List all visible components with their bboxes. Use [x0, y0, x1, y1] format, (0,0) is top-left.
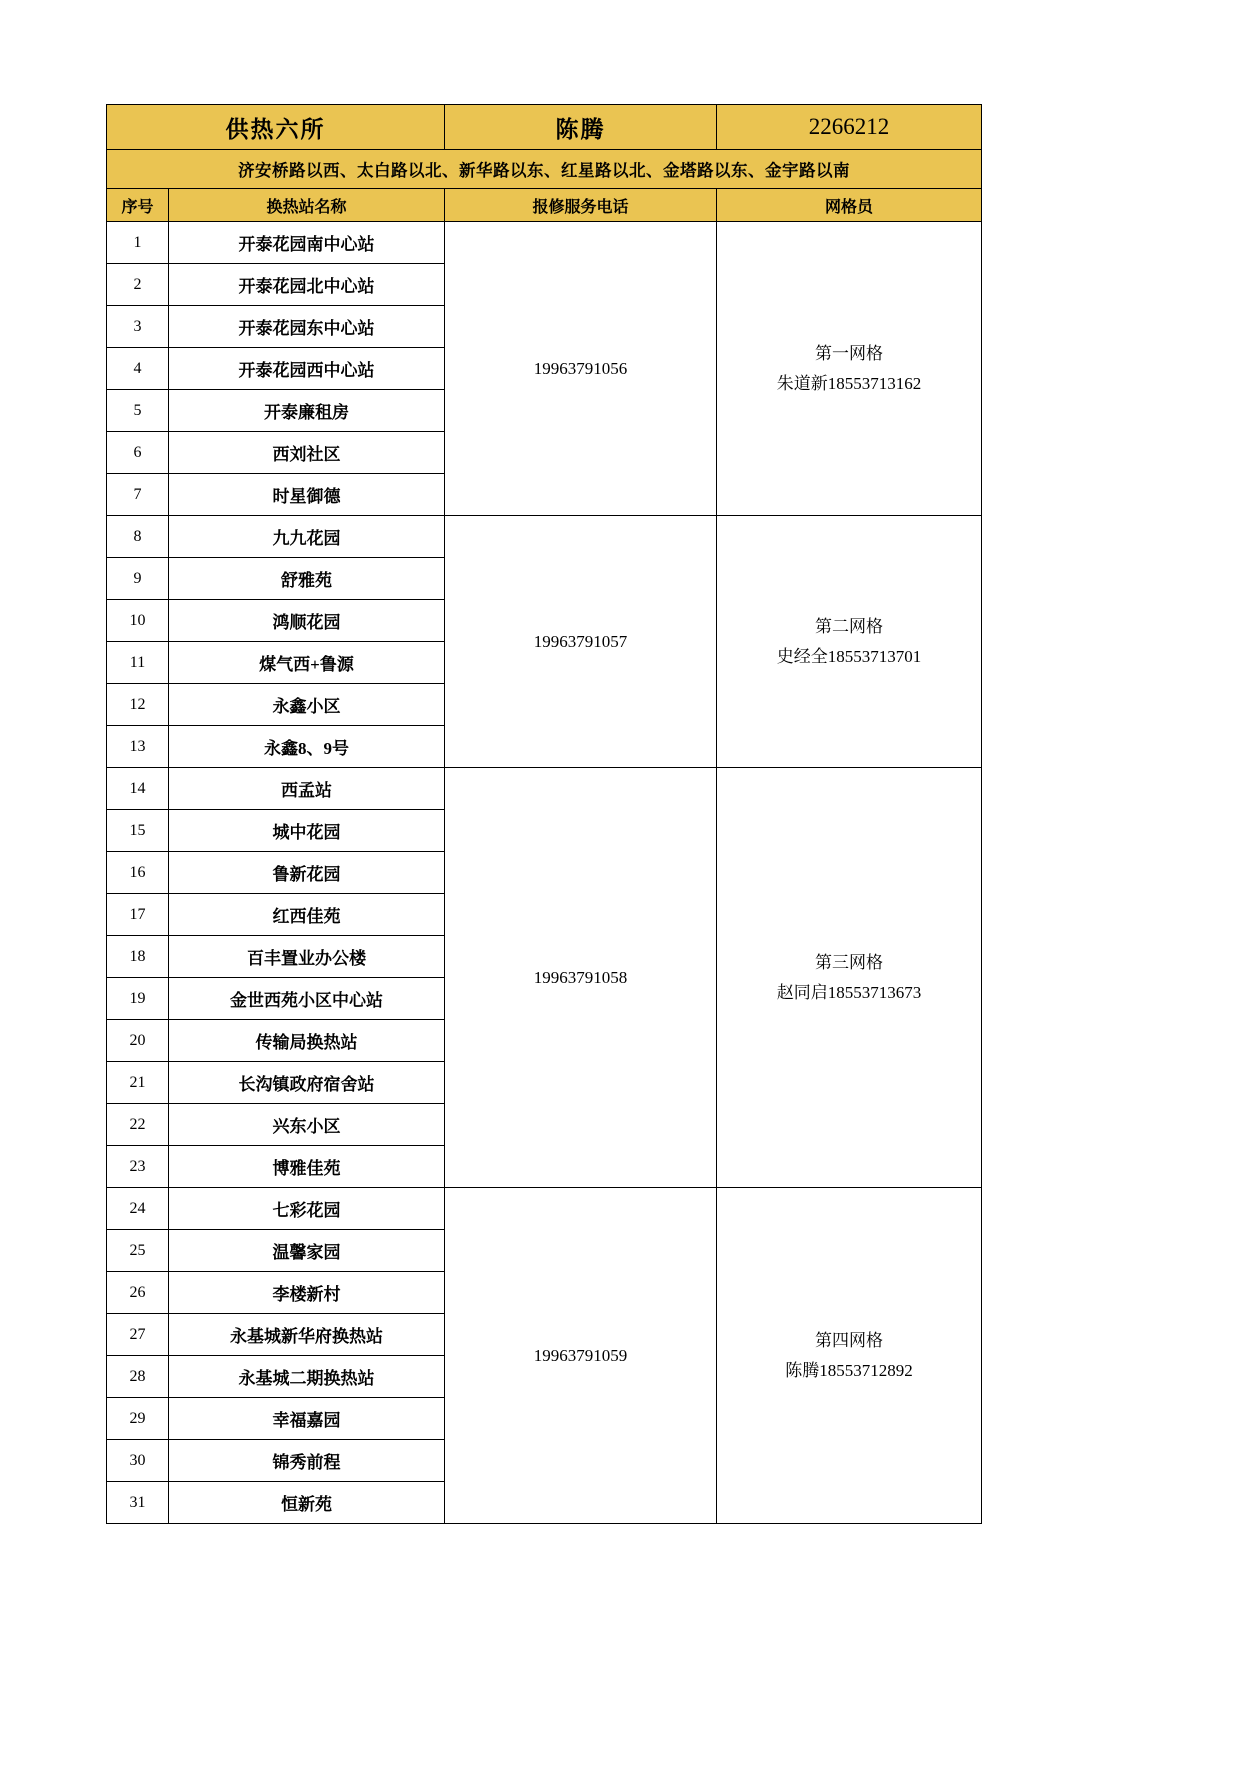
row-index: 12 [107, 684, 169, 726]
row-station-name: 西孟站 [169, 768, 445, 810]
row-index: 18 [107, 936, 169, 978]
row-index: 3 [107, 306, 169, 348]
group-grid-officer [717, 222, 982, 516]
row-station-name: 鲁新花园 [169, 852, 445, 894]
row-station-name: 永基城新华府换热站 [169, 1314, 445, 1356]
row-station-name: 温馨家园 [169, 1230, 445, 1272]
group-grid-officer [717, 768, 982, 1188]
row-index: 8 [107, 516, 169, 558]
grid-name: 第二网格 [815, 616, 883, 636]
group-service-phone: 19963791059 [445, 1188, 717, 1524]
row-station-name: 长沟镇政府宿舍站 [169, 1062, 445, 1104]
grid-name: 第一网格 [815, 343, 883, 363]
row-index: 21 [107, 1062, 169, 1104]
row-station-name: 永鑫8、9号 [169, 726, 445, 768]
row-station-name: 开泰花园东中心站 [169, 306, 445, 348]
heating-station-table [106, 104, 982, 1524]
row-station-name: 西刘社区 [169, 432, 445, 474]
group-grid-officer [717, 516, 982, 768]
group-service-phone: 19963791056 [445, 222, 717, 516]
row-index: 24 [107, 1188, 169, 1230]
row-station-name: 鸿顺花园 [169, 600, 445, 642]
row-station-name: 开泰花园北中心站 [169, 264, 445, 306]
group-service-phone: 19963791058 [445, 768, 717, 1188]
row-index: 16 [107, 852, 169, 894]
row-index: 31 [107, 1482, 169, 1524]
row-index: 14 [107, 768, 169, 810]
row-station-name: 七彩花园 [169, 1188, 445, 1230]
row-index: 7 [107, 474, 169, 516]
row-index: 29 [107, 1398, 169, 1440]
header-row-scope [107, 150, 982, 189]
group-grid-officer [717, 1188, 982, 1524]
row-index: 26 [107, 1272, 169, 1314]
row-station-name: 舒雅苑 [169, 558, 445, 600]
header-row-columns [107, 189, 982, 222]
row-index: 30 [107, 1440, 169, 1482]
row-station-name: 煤气西+鲁源 [169, 642, 445, 684]
row-index: 20 [107, 1020, 169, 1062]
table-body [107, 105, 982, 1524]
row-station-name: 九九花园 [169, 516, 445, 558]
table-row [107, 516, 982, 558]
grid-name: 第三网格 [815, 952, 883, 972]
row-station-name: 红西佳苑 [169, 894, 445, 936]
column-header-grid-officer: 网格员 [717, 189, 982, 222]
row-station-name: 永基城二期换热站 [169, 1356, 445, 1398]
office-name-cell: 供热六所 [107, 105, 445, 150]
row-index: 2 [107, 264, 169, 306]
header-row-title [107, 105, 982, 150]
row-station-name: 开泰廉租房 [169, 390, 445, 432]
column-header-station: 换热站名称 [169, 189, 445, 222]
row-index: 11 [107, 642, 169, 684]
row-index: 10 [107, 600, 169, 642]
row-index: 15 [107, 810, 169, 852]
row-index: 13 [107, 726, 169, 768]
row-index: 4 [107, 348, 169, 390]
group-service-phone: 19963791057 [445, 516, 717, 768]
row-index: 6 [107, 432, 169, 474]
column-header-index: 序号 [107, 189, 169, 222]
heating-station-table-page [106, 104, 981, 1524]
row-station-name: 城中花园 [169, 810, 445, 852]
row-station-name: 传输局换热站 [169, 1020, 445, 1062]
row-station-name: 兴东小区 [169, 1104, 445, 1146]
grid-name: 第四网格 [815, 1330, 883, 1350]
row-index: 1 [107, 222, 169, 264]
row-index: 19 [107, 978, 169, 1020]
grid-person: 赵同启18553713673 [776, 982, 922, 1002]
grid-person: 朱道新18553713162 [776, 373, 922, 393]
row-index: 27 [107, 1314, 169, 1356]
table-row [107, 768, 982, 810]
table-row [107, 222, 982, 264]
row-index: 22 [107, 1104, 169, 1146]
row-station-name: 博雅佳苑 [169, 1146, 445, 1188]
row-index: 25 [107, 1230, 169, 1272]
row-index: 28 [107, 1356, 169, 1398]
row-station-name: 开泰花园西中心站 [169, 348, 445, 390]
service-scope-cell: 济安桥路以西、太白路以北、新华路以东、红星路以北、金塔路以东、金宇路以南 [107, 150, 982, 189]
grid-person: 陈腾18553712892 [785, 1360, 913, 1380]
office-phone-cell: 2266212 [717, 105, 982, 150]
row-index: 9 [107, 558, 169, 600]
row-station-name: 锦秀前程 [169, 1440, 445, 1482]
row-station-name: 时星御德 [169, 474, 445, 516]
row-station-name: 永鑫小区 [169, 684, 445, 726]
grid-person: 史经全18553713701 [776, 646, 922, 666]
manager-name-cell: 陈腾 [445, 105, 717, 150]
row-station-name: 百丰置业办公楼 [169, 936, 445, 978]
row-station-name: 金世西苑小区中心站 [169, 978, 445, 1020]
row-index: 5 [107, 390, 169, 432]
row-station-name: 幸福嘉园 [169, 1398, 445, 1440]
column-header-service-phone: 报修服务电话 [445, 189, 717, 222]
row-station-name: 恒新苑 [169, 1482, 445, 1524]
row-index: 23 [107, 1146, 169, 1188]
row-station-name: 李楼新村 [169, 1272, 445, 1314]
table-row [107, 1188, 982, 1230]
row-index: 17 [107, 894, 169, 936]
row-station-name: 开泰花园南中心站 [169, 222, 445, 264]
